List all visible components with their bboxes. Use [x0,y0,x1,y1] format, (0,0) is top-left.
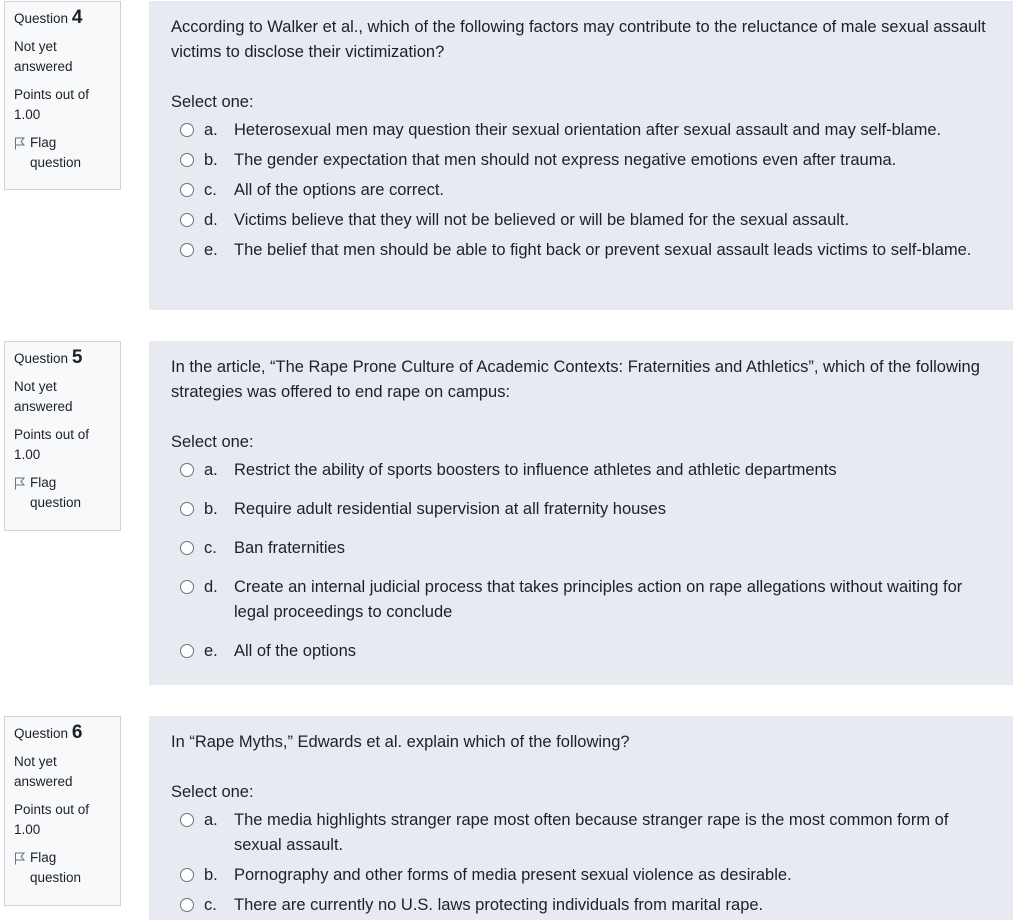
answer-option-d[interactable]: d. Create an internal judicial process that takes principles action on rape allegations without waiting for legal proceedings to conclude [171,575,991,625]
answer-option-e[interactable]: e. All of the options [171,639,991,664]
question-content [149,341,1013,685]
question-content [149,1,1013,310]
select-one-prompt: Select one: [171,93,254,111]
question-text: In “Rape Myths,” Edwards et al. explain which of the following? [171,733,630,751]
answer-option-c[interactable]: c. There are currently no U.S. laws protecting individuals from marital rape. [171,893,991,918]
flag-icon [14,852,26,865]
answer-option-c[interactable]: c. Ban fraternities [171,536,991,561]
radio-button[interactable] [180,153,194,167]
question-text: According to Walker et al., which of the following factors may contribute to the reluctance of male sexual assault victims to disclose their victimization? [171,18,986,61]
question-title: Question 5 [14,347,83,368]
answer-option-b[interactable]: b. Require adult residential supervision at all fraternity houses [171,497,991,522]
radio-button[interactable] [180,183,194,197]
answer-option-e[interactable]: e. The belief that men should be able to fight back or prevent sexual assault leads victims to self-blame. [171,238,991,263]
answer-option-c[interactable]: c. All of the options are correct. [171,178,991,203]
flag-label: Flag question [30,850,82,885]
question-points: Points out of 1.00 [14,87,90,122]
answer-list [171,118,991,263]
radio-button[interactable] [180,502,194,516]
question-info-panel [4,716,121,906]
question-number: 5 [71,347,83,368]
flag-question-button[interactable] [14,133,111,173]
radio-button[interactable] [180,213,194,227]
question-info-panel [4,341,121,531]
question-state: Not yet answered [14,39,73,74]
answer-option-b[interactable]: b. Pornography and other forms of media present sexual violence as desirable. [171,863,991,888]
answer-option-b[interactable]: b. The gender expectation that men should not express negative emotions even after trauma. [171,148,991,173]
answer-list [171,808,991,918]
answer-list [171,458,991,664]
select-one-prompt: Select one: [171,783,254,801]
question-number: 4 [71,7,83,28]
flag-icon [14,137,26,150]
answer-option-a[interactable]: a. Heterosexual men may question their sexual orientation after sexual assault and may self-blame. [171,118,991,143]
flag-label: Flag question [30,135,82,170]
flag-icon [14,477,26,490]
question-state: Not yet answered [14,754,73,789]
radio-button[interactable] [180,813,194,827]
radio-button[interactable] [180,580,194,594]
answer-option-a[interactable]: a. The media highlights stranger rape most often because stranger rape is the most common form of sexual assault. [171,808,991,858]
question-state: Not yet answered [14,379,73,414]
radio-button[interactable] [180,868,194,882]
question-points: Points out of 1.00 [14,427,90,462]
question-content [149,716,1013,920]
radio-button[interactable] [180,463,194,477]
question-text: In the article, “The Rape Prone Culture of Academic Contexts: Fraternities and Athletics”, which of the following strategies was offered to end rape on campus: [171,358,980,401]
radio-button[interactable] [180,541,194,555]
flag-question-button[interactable] [14,473,111,513]
question-title: Question 6 [14,722,83,743]
question-info-panel [4,1,121,190]
question-points: Points out of 1.00 [14,802,90,837]
radio-button[interactable] [180,243,194,257]
select-one-prompt: Select one: [171,433,254,451]
radio-button[interactable] [180,123,194,137]
flag-question-button[interactable] [14,848,111,888]
radio-button[interactable] [180,898,194,912]
answer-option-a[interactable]: a. Restrict the ability of sports boosters to influence athletes and athletic departments [171,458,991,483]
flag-label: Flag question [30,475,82,510]
answer-option-d[interactable]: d. Victims believe that they will not be believed or will be blamed for the sexual assault. [171,208,991,233]
radio-button[interactable] [180,644,194,658]
question-title: Question 4 [14,7,83,28]
question-number: 6 [71,722,83,743]
